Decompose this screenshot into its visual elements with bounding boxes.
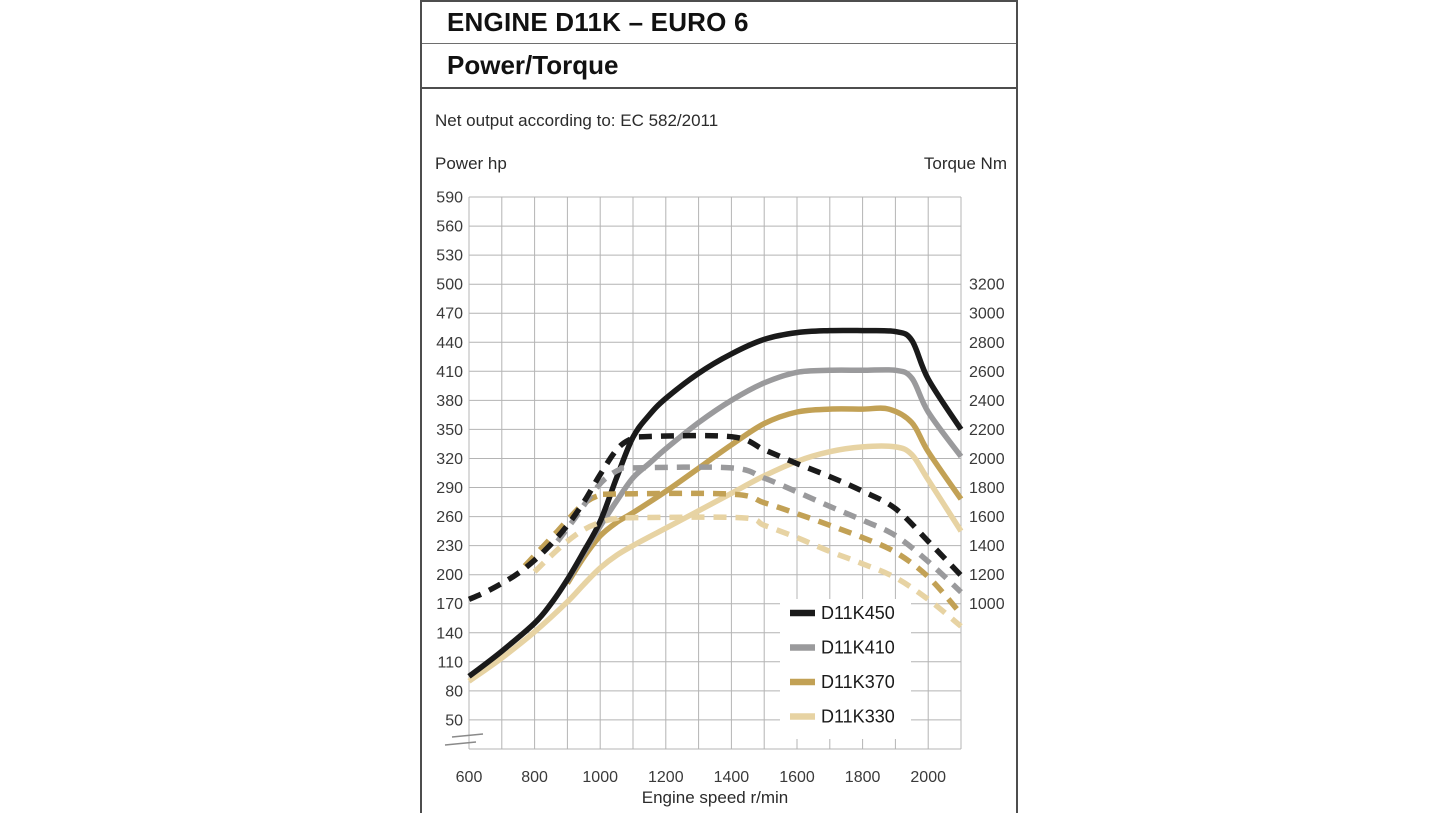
y-right-tick-1000: 1000 xyxy=(969,596,1005,614)
y-left-tick-290: 290 xyxy=(436,480,463,498)
y-left-tick-230: 230 xyxy=(436,538,463,556)
engine-spec-panel xyxy=(420,0,1018,813)
y-right-tick-2800: 2800 xyxy=(969,334,1005,352)
legend-label-D11K450: D11K450 xyxy=(821,603,895,623)
y-right-tick-1600: 1600 xyxy=(969,509,1005,527)
y-right-tick-1200: 1200 xyxy=(969,567,1005,585)
x-tick-1200: 1200 xyxy=(648,769,684,786)
y-left-tick-380: 380 xyxy=(436,392,463,410)
y-right-tick-2200: 2200 xyxy=(969,421,1005,439)
y-left-tick-320: 320 xyxy=(436,450,463,468)
y-right-tick-2000: 2000 xyxy=(969,450,1005,468)
net-output-note: Net output according to: EC 582/2011 xyxy=(435,111,719,130)
y-right-tick-1800: 1800 xyxy=(969,480,1005,498)
power-axis-caption: Power hp xyxy=(435,154,507,173)
y-left-tick-80: 80 xyxy=(445,683,463,701)
x-tick-1400: 1400 xyxy=(713,769,750,786)
axis-break-icon xyxy=(445,734,483,745)
legend-label-D11K330: D11K330 xyxy=(821,706,895,727)
y-left-tick-200: 200 xyxy=(436,567,463,585)
y-left-tick-590: 590 xyxy=(436,189,463,207)
legend-label-D11K370: D11K370 xyxy=(821,672,895,692)
y-left-tick-350: 350 xyxy=(436,421,463,439)
y-right-tick-2600: 2600 xyxy=(969,363,1005,381)
y-left-tick-170: 170 xyxy=(436,596,463,614)
y-left-tick-440: 440 xyxy=(436,334,463,352)
section-title: Power/Torque xyxy=(447,50,619,80)
curve-D11K410-torque xyxy=(558,467,961,592)
y-left-tick-410: 410 xyxy=(436,363,463,381)
x-tick-1800: 1800 xyxy=(844,769,881,786)
x-tick-600: 600 xyxy=(455,769,483,786)
page-title: ENGINE D11K – EURO 6 xyxy=(447,7,749,37)
x-tick-2000: 2000 xyxy=(910,769,946,786)
y-left-tick-560: 560 xyxy=(436,218,463,236)
y-left-tick-260: 260 xyxy=(436,509,463,527)
y-left-tick-530: 530 xyxy=(436,247,463,265)
y-right-tick-1400: 1400 xyxy=(969,538,1005,556)
torque-axis-caption: Torque Nm xyxy=(923,154,1007,173)
y-left-tick-50: 50 xyxy=(445,712,463,730)
x-tick-1600: 1600 xyxy=(779,769,815,786)
y-left-tick-140: 140 xyxy=(436,625,463,643)
y-left-tick-470: 470 xyxy=(436,305,463,323)
y-right-tick-3000: 3000 xyxy=(969,305,1005,323)
y-right-tick-3200: 3200 xyxy=(969,276,1005,294)
power-torque-chart xyxy=(422,2,1020,815)
legend-label-D11K410: D11K410 xyxy=(821,637,895,658)
y-right-tick-2400: 2400 xyxy=(969,392,1005,410)
y-left-tick-500: 500 xyxy=(436,276,463,294)
x-axis-title: Engine speed r/min xyxy=(641,788,789,807)
x-tick-1000: 1000 xyxy=(582,769,618,786)
x-tick-800: 800 xyxy=(521,769,548,786)
y-left-tick-110: 110 xyxy=(437,654,463,672)
